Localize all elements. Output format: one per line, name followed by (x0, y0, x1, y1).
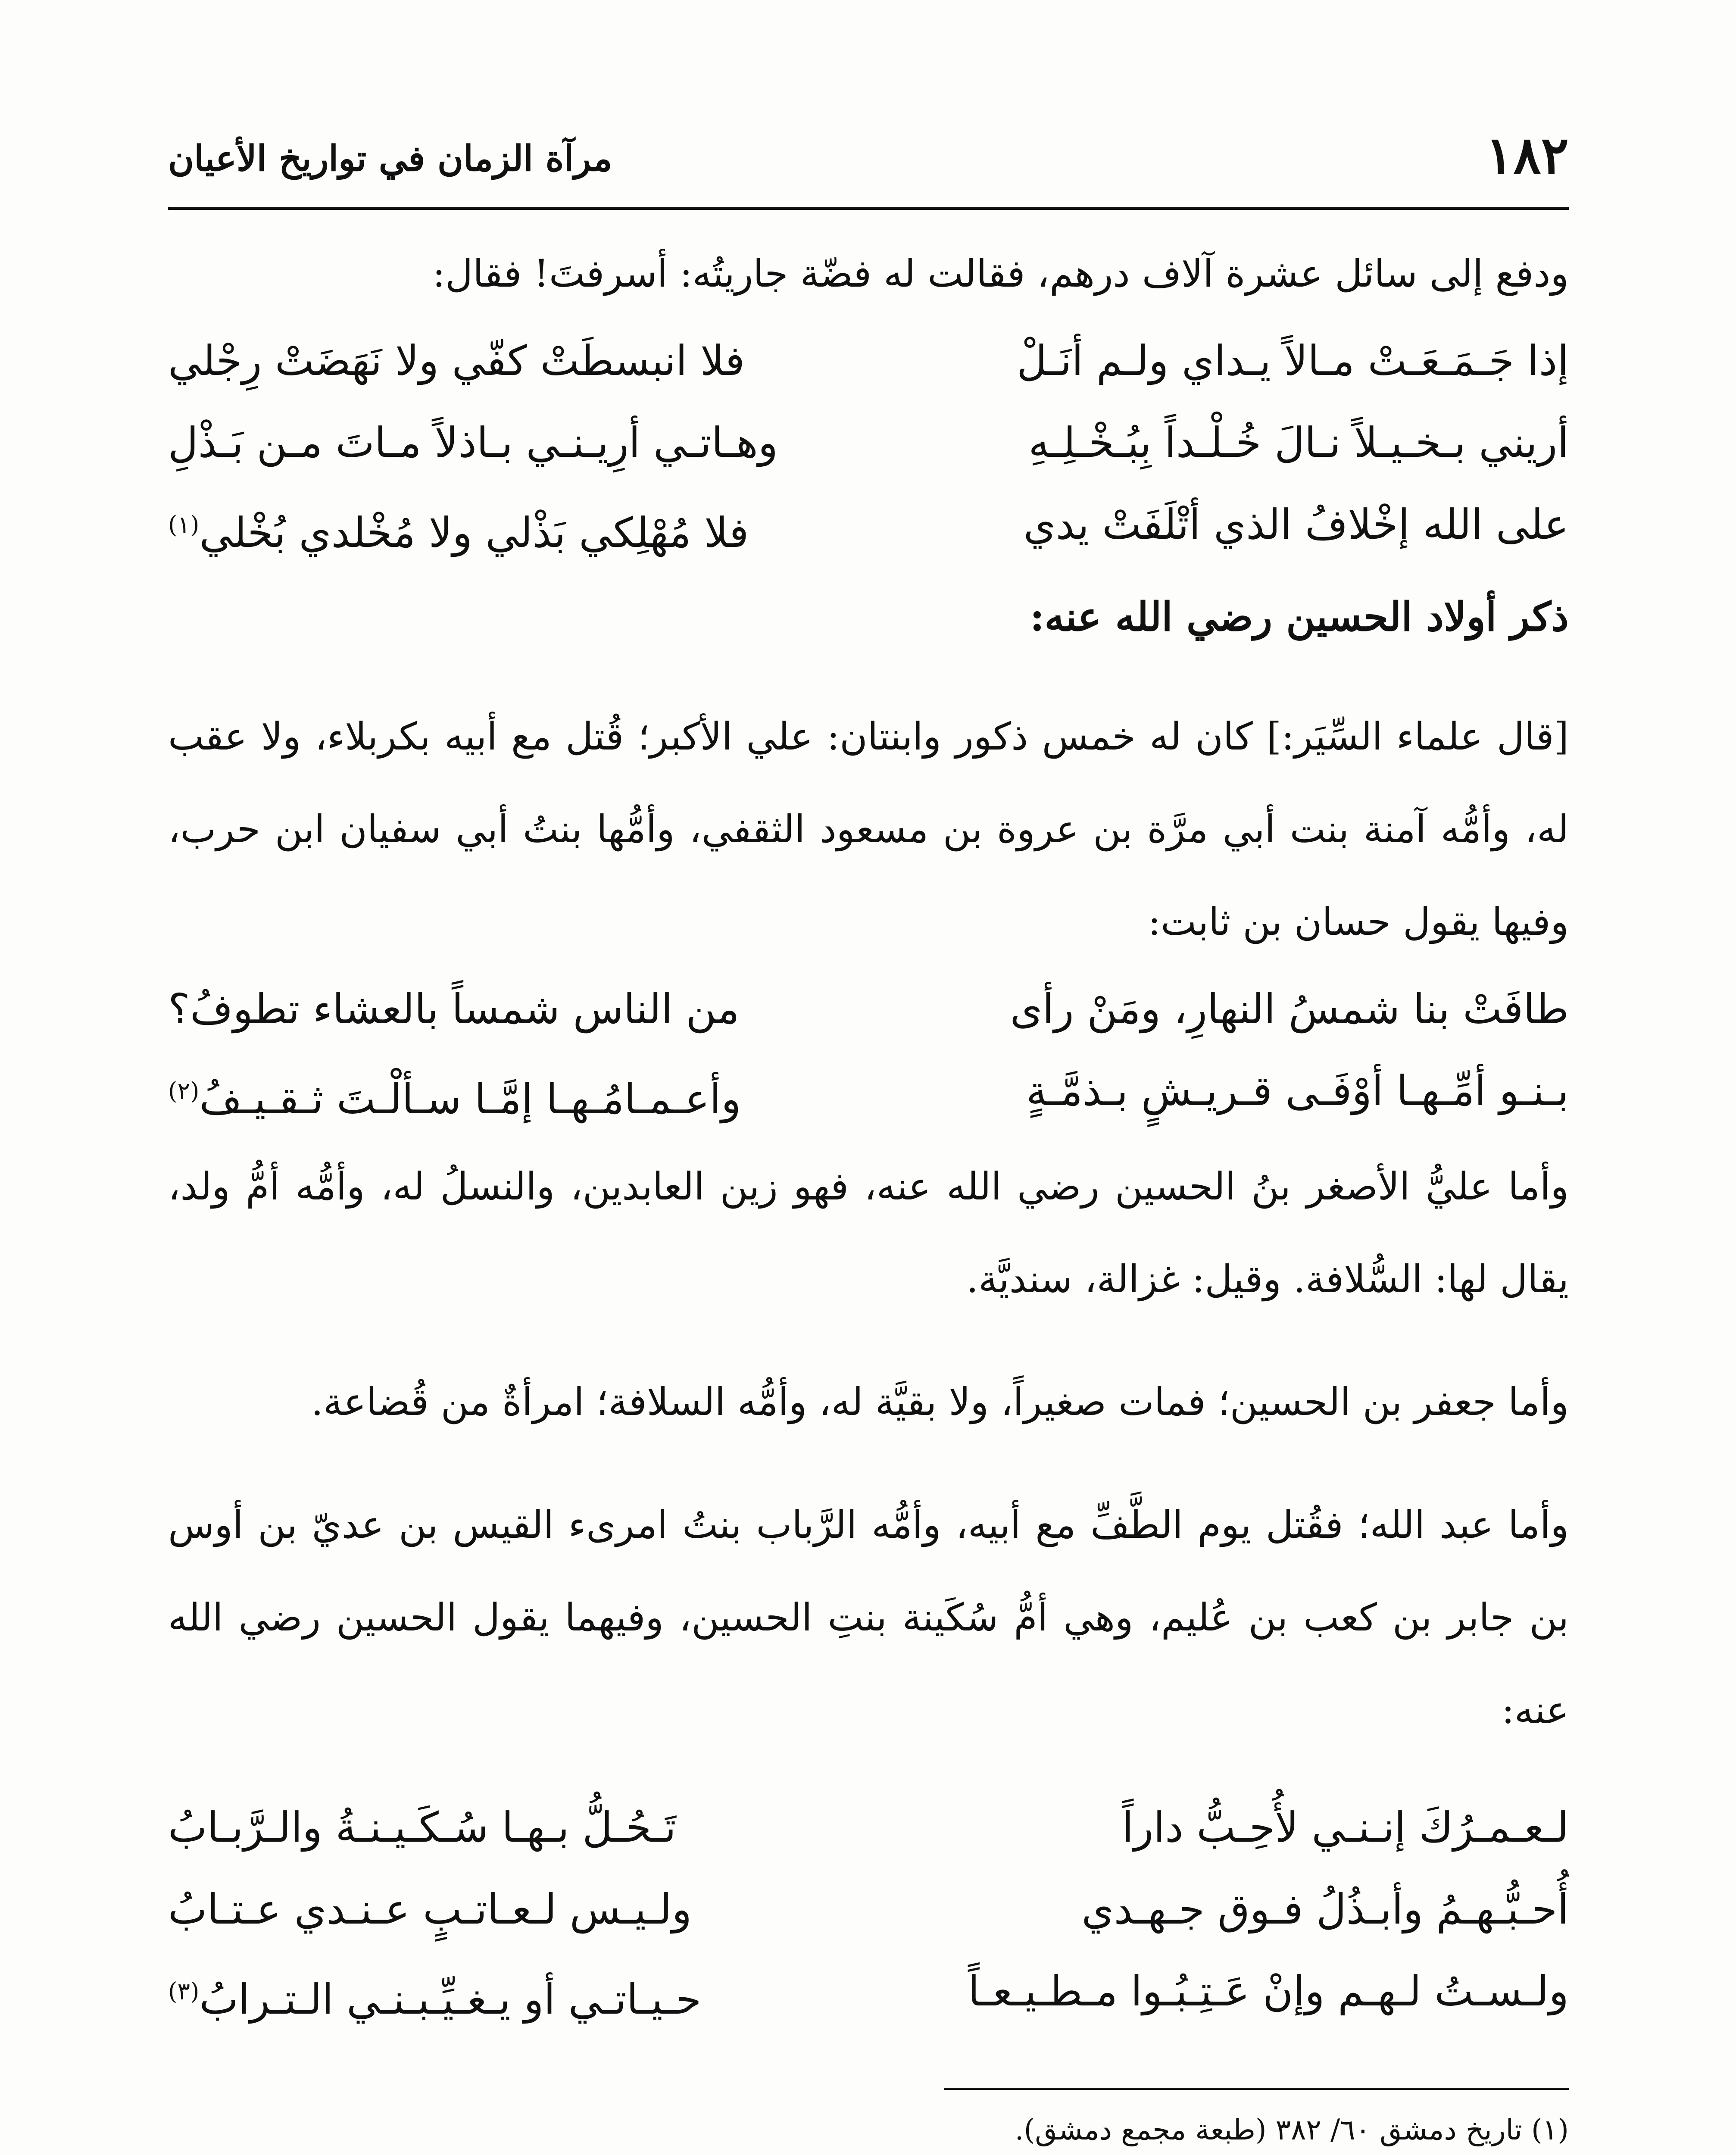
paragraph-ali-akbar: [قال علماء السِّيَر:] كان له خمس ذكور وابنتان: علي الأكبر؛ قُتل مع أبيه بكربلاء، ولا عقب له، وأمُّه آمنة بنت أبي مرَّة بن عروة بن مسعود الثقفي، وأمُّها بنتُ أبي سفيان ابن حرب، وفيها يقول حسان بن ثابت: (168, 714, 1569, 944)
verse-line (168, 1868, 1569, 1950)
verse-first-hemistich: ولـسـتُ لـهـم وإنْ عَـتِـبُـوا مـطـيـعـاً (968, 1967, 1569, 2015)
intro-paragraph: ودفع إلى سائل عشرة آلاف درهم، فقالت له فضّة جاريتُه: أسرفتَ! فقال: (432, 251, 1569, 296)
verse-line (168, 1050, 1569, 1140)
verse-text: حـيـاتـي أو يـغـيِّـبـنـي الـتـرابُ (199, 1975, 702, 2024)
verse-line (168, 484, 1569, 574)
page-number: ١٨٢ (1485, 125, 1569, 186)
verse-text: وأعـمـامُـهـا إمَّـا سـألْـتَ ثـقـيـفُ (199, 1075, 741, 1123)
footnote-marker: (٢) (168, 1077, 200, 1105)
footnote: (١) تاريخ دمشق ٦٠/ ٣٨٢ (طبعة مجمع دمشق). (1015, 2113, 1569, 2146)
verse-first-hemistich: لـعـمـرُكَ إنـنـي لأُحِـبُّ داراً (1122, 1803, 1569, 1852)
footnotes (168, 2103, 1569, 2155)
verse-second-hemistich (168, 1950, 812, 2040)
verse-line (168, 968, 1569, 1050)
verse-second-hemistich (168, 1050, 812, 1140)
verse-first-hemistich: أريني بـخـيـلاً نـالَ خُـلْـداً بِبُـخْـلِـهِ (1028, 419, 1569, 467)
verse-second-hemistich: وهـاتـي أرِيـنـي بـاذلاً مـاتَ مـن بَـذْلِ (168, 419, 778, 467)
verse-second-hemistich (168, 484, 812, 574)
section-heading: ذكر أولاد الحسين رضي الله عنه: (1030, 593, 1569, 640)
verse-text: فلا مُهْلِكي بَذْلي ولا مُخْلدي بُخْلي (199, 509, 749, 557)
paragraph-jafar: وأما جعفر بن الحسين؛ فمات صغيراً، ولا بقيَّة له، وأمُّه السلافة؛ امرأةٌ من قُضاعة. (311, 1380, 1569, 1424)
verse-first-hemistich: على الله إخْلافُ الذي أتْلَفَتْ يدي (1023, 500, 1569, 549)
verse-second-hemistich: ولـيـس لـعـاتـبٍ عـنـدي عـتـابُ (168, 1885, 692, 1933)
verse-first-hemistich: بـنـو أمِّـهـا أوْفَـى قـريـشٍ بـذمَّـةٍ (1026, 1067, 1569, 1115)
verse-first-hemistich: طافَتْ بنا شمسُ النهارِ، ومَنْ رأى (1010, 985, 1569, 1033)
verse-line (168, 320, 1569, 402)
verse-line (168, 1950, 1569, 2040)
book-page (168, 121, 1569, 2155)
verse-second-hemistich: فلا انبسطَتْ كفّي ولا نَهَضَتْ رِجْلي (168, 337, 745, 385)
verse-line (168, 1786, 1569, 1868)
verse-line (168, 402, 1569, 484)
paragraph-ali-asghar: وأما عليُّ الأصغر بنُ الحسين رضي الله عنه، فهو زين العابدين، والنسلُ له، وأمُّه أمُّ ولد، يقال لها: السُّلافة. وقيل: غزالة، سنديَّة. (168, 1164, 1569, 1301)
poem-3 (168, 1786, 1569, 2040)
verse-first-hemistich: إذا جَـمَـعَـتْ مـالاً يـداي ولـم أنَـلْ (1017, 337, 1569, 385)
poem-2 (168, 968, 1569, 1140)
footnote-marker: (١) (168, 511, 200, 538)
paragraph-abdullah: وأما عبد الله؛ فقُتل يوم الطَّفِّ مع أبيه، وأمُّه الرَّباب بنتُ امرىء القيس بن عديّ بن أوس بن جابر بن كعب بن عُليم، وهي أمُّ سُكَينة بنتِ الحسين، وفيهما يقول الحسين رضي الله عنه: (168, 1502, 1569, 1732)
book-title: مرآة الزمان في تواريخ الأعيان (168, 138, 612, 179)
footnote-divider (944, 2088, 1569, 2090)
verse-second-hemistich: من الناس شمساً بالعشاء تطوفُ؟ (168, 985, 740, 1033)
page-header (168, 121, 1569, 210)
footnote-marker: (٣) (168, 1977, 200, 2005)
verse-first-hemistich: أُحـبُّـهـمُ وأبـذُلُ فـوق جـهـدي (1081, 1885, 1569, 1933)
verse-second-hemistich: تَـحُـلُّ بـهـا سُـكَـيـنـةُ والـرَّبـابُ (168, 1803, 676, 1852)
poem-1 (168, 320, 1569, 574)
